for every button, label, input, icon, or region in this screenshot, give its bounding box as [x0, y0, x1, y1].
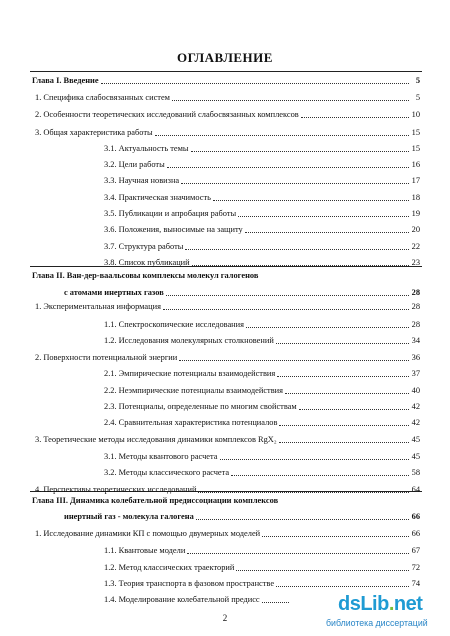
toc-entry-title: 1. Исследование динамики КП с помощью двумерных моделей — [35, 529, 261, 538]
dot-leader — [262, 536, 409, 537]
toc-entry — [104, 418, 420, 428]
toc-entry-title: 3.2. Методы классического расчета — [104, 468, 230, 477]
page-title: ОГЛАВЛЕНИЕ — [177, 50, 273, 65]
dot-leader — [220, 459, 410, 460]
dot-leader — [279, 425, 409, 426]
toc-entry-title: 3.7. Структура работы — [104, 242, 184, 251]
toc-entry — [35, 302, 420, 312]
dot-leader — [231, 475, 409, 476]
dot-leader — [245, 232, 409, 233]
toc-page-number: 5 — [415, 93, 420, 102]
toc-entry-title: 1. Специфика слабосвязанных систем — [35, 93, 170, 102]
dot-leader — [101, 83, 409, 84]
toc-page-number: 66 — [411, 529, 420, 538]
page-number: 2 — [222, 613, 228, 623]
toc-entry-title: 2.1. Эмпирические потенциалы взаимодействия — [104, 369, 276, 378]
dot-leader — [246, 327, 409, 328]
dot-leader — [236, 570, 409, 571]
toc-entry-title: инертный газ - молекула галогена — [64, 512, 194, 521]
toc-page-number: 42 — [411, 418, 420, 427]
toc-page-number: 20 — [411, 225, 420, 234]
toc-page-number: 15 — [411, 144, 420, 153]
toc-entry — [64, 288, 420, 298]
watermark-tagline: библиотека диссертаций — [326, 618, 428, 628]
toc-page-number: 28 — [411, 320, 420, 329]
toc-entry-title: 3.8. Список публикаций — [104, 258, 190, 267]
toc-entry — [104, 546, 420, 556]
toc-entry — [104, 595, 300, 605]
dslib-watermark[interactable] — [324, 593, 442, 633]
toc-entry — [104, 336, 420, 346]
toc-page-number: 10 — [411, 110, 420, 119]
top-rule — [30, 71, 422, 72]
toc-entry-title: 3.1. Методы квантового расчета — [104, 452, 218, 461]
dot-leader — [277, 376, 409, 377]
toc-entry — [104, 193, 420, 203]
toc-entry-title: 1.2. Исследования молекулярных столкновений — [104, 336, 274, 345]
dot-leader — [276, 343, 409, 344]
toc-entry-title: 1.1. Спектроскопические исследования — [104, 320, 245, 329]
toc-entry-title: с атомами инертных газов — [64, 288, 164, 297]
toc-page-number: 40 — [411, 386, 420, 395]
toc-entry-title: 1.1. Квантовые модели — [104, 546, 186, 555]
toc-entry-title: 1.3. Теория транспорта в фазовом пространстве — [104, 579, 275, 588]
toc-page-number: 36 — [411, 353, 420, 362]
toc-entry — [104, 369, 420, 379]
dot-leader — [179, 360, 409, 361]
dot-leader — [181, 183, 409, 184]
dot-leader — [166, 295, 409, 296]
toc-page-number: 23 — [411, 258, 420, 267]
dot-leader — [196, 519, 409, 520]
toc-page-number: 67 — [411, 546, 420, 555]
toc-entry — [104, 144, 420, 154]
dot-leader — [238, 216, 409, 217]
toc-entry-title: 3.6. Положения, выносимые на защиту — [104, 225, 243, 234]
toc-entry — [64, 512, 420, 522]
toc-page-number: 72 — [411, 563, 420, 572]
toc-entry-title: 3.4. Практическая значимость — [104, 193, 211, 202]
dot-leader — [167, 167, 409, 168]
toc-entry-title: 2.2. Неэмпирические потенциалы взаимодействия — [104, 386, 283, 395]
toc-page-number: 19 — [411, 209, 420, 218]
toc-entry — [35, 110, 420, 120]
toc-page-number: 22 — [411, 242, 420, 251]
toc-entry-title: 3.3. Научная новизна — [104, 176, 180, 185]
toc-page-number: 42 — [411, 402, 420, 411]
toc-page-number: 16 — [411, 160, 420, 169]
dot-leader — [163, 309, 409, 310]
dot-leader — [285, 393, 409, 394]
toc-page-number: 5 — [415, 76, 420, 85]
toc-page-number: 28 — [411, 302, 420, 311]
toc-entry-title: 1.2. Метод классических траекторий — [104, 563, 235, 572]
dot-leader — [262, 602, 289, 603]
toc-entry-title: 3.5. Публикации и апробация работы — [104, 209, 237, 218]
toc-entry-title: 3.2. Цели работы — [104, 160, 165, 169]
toc-entry — [35, 93, 420, 103]
toc-page-number: 58 — [411, 468, 420, 477]
toc-page-number: 45 — [411, 452, 420, 461]
toc-entry — [104, 563, 420, 573]
dot-leader — [213, 200, 409, 201]
toc-entry-title: 3. Общая характеристика работы — [35, 128, 153, 137]
dot-leader — [155, 135, 409, 136]
toc-entry — [32, 76, 420, 86]
toc-entry-title: 4. Перспективы теоретических исследований — [35, 485, 197, 494]
toc-entry — [104, 402, 420, 412]
toc-page-number: 45 — [411, 435, 420, 444]
toc-entry-title: 2.4. Сравнительная характеристика потенциалов — [104, 418, 278, 427]
toc-entry-title: 1.4. Моделирование колебательной предисс — [104, 595, 260, 604]
toc-entry — [104, 468, 420, 478]
toc-heading: Глава II. Ван-дер-ваальсовы комплексы молекул галогенов — [32, 271, 259, 280]
dot-leader — [299, 409, 409, 410]
toc-entry — [104, 209, 420, 219]
toc-entry — [35, 128, 420, 138]
dot-leader — [198, 492, 409, 493]
dot-leader — [187, 553, 409, 554]
dot-leader — [185, 249, 409, 250]
toc-entry-title: 2. Поверхности потенциальной энергии — [35, 353, 178, 362]
toc-entry-title: 3.1. Актуальность темы — [104, 144, 189, 153]
dot-leader — [192, 265, 409, 266]
toc-entry-title: Глава I. Введение — [32, 76, 99, 85]
dot-leader — [191, 151, 409, 152]
dot-leader — [279, 442, 409, 443]
toc-page-number: 74 — [411, 579, 420, 588]
toc-entry — [104, 258, 420, 268]
toc-entry — [104, 386, 420, 396]
toc-entry — [104, 452, 420, 462]
dot-leader — [276, 586, 409, 587]
toc-page-number: 66 — [411, 512, 420, 521]
toc-entry — [104, 225, 420, 235]
toc-entry — [35, 485, 420, 495]
dot-leader — [301, 117, 409, 118]
dslib-logo: dsLib.net — [338, 593, 423, 615]
toc-page-number: 37 — [411, 369, 420, 378]
toc-entry-title: 1. Экспериментальная информация — [35, 302, 161, 311]
toc-page-number: 64 — [411, 485, 420, 494]
toc-page-number: 34 — [411, 336, 420, 345]
toc-entry-title: 3. Теоретические методы исследования динамики комплексов RgX₂ — [35, 435, 277, 444]
toc-entry-title: 2.3. Потенциалы, определенные по многим свойствам — [104, 402, 297, 411]
toc-page-number: 15 — [411, 128, 420, 137]
toc-entry — [104, 242, 420, 252]
toc-entry — [35, 529, 420, 539]
toc-entry-title: 2. Особенности теоретических исследований слабосвязанных комплексов — [35, 110, 299, 119]
toc-entry — [104, 579, 420, 589]
toc-page-number: 17 — [411, 176, 420, 185]
toc-page-number: 28 — [411, 288, 420, 297]
toc-heading: Глава III. Динамика колебательной предиссоциации комплексов — [32, 496, 279, 505]
toc-entry — [35, 435, 420, 445]
dot-leader — [172, 100, 409, 101]
toc-entry — [104, 160, 420, 170]
toc-entry — [35, 353, 420, 363]
toc-entry — [104, 320, 420, 330]
toc-page-number: 18 — [411, 193, 420, 202]
toc-entry — [104, 176, 420, 186]
